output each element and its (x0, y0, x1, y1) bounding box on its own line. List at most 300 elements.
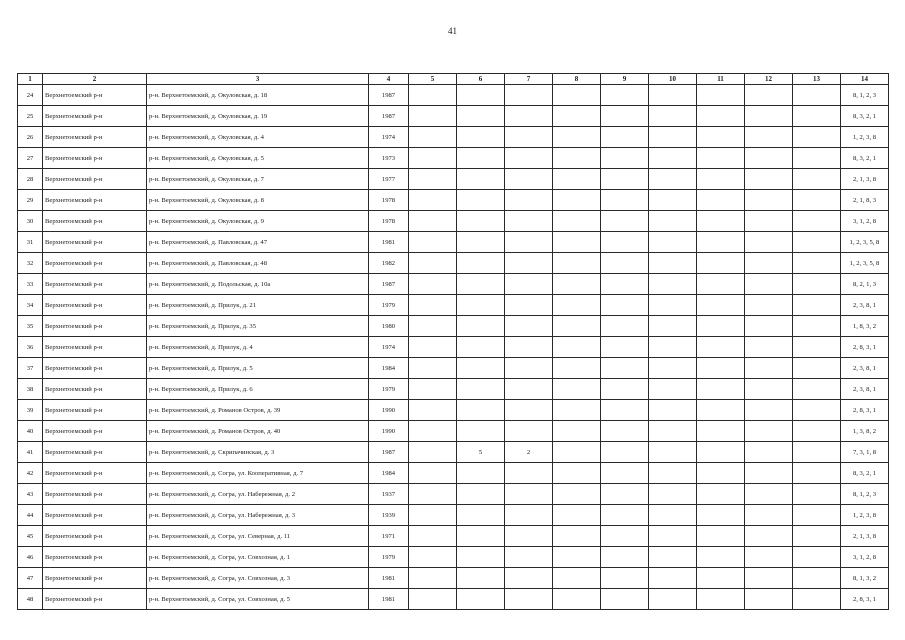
col-8-cell (553, 295, 601, 316)
col-13-cell (793, 295, 841, 316)
year-cell: 1979 (369, 295, 409, 316)
col-5-cell (409, 295, 457, 316)
col-9-cell (601, 274, 649, 295)
col-12-cell (745, 484, 793, 505)
col-12-cell (745, 274, 793, 295)
col-11-cell (697, 253, 745, 274)
col-10-cell (649, 211, 697, 232)
col-13-cell (793, 211, 841, 232)
col-11-cell (697, 295, 745, 316)
col-14-cell: 2, 8, 3, 1 (841, 400, 889, 421)
col-8-cell (553, 421, 601, 442)
table-row (18, 274, 889, 295)
col-8-cell (553, 358, 601, 379)
col-8-cell (553, 169, 601, 190)
col-5-cell (409, 379, 457, 400)
district-cell: Верхнетоемский р-н (43, 505, 147, 526)
address-cell: р-н. Верхнетоемский, д. Прилук, д. 5 (147, 358, 369, 379)
year-cell: 1974 (369, 337, 409, 358)
row-number-cell: 30 (18, 211, 43, 232)
row-number-cell: 29 (18, 190, 43, 211)
row-number-cell: 42 (18, 463, 43, 484)
col-5-cell (409, 211, 457, 232)
row-number-cell: 26 (18, 127, 43, 148)
table-row (18, 295, 889, 316)
table-row (18, 568, 889, 589)
col-14-cell: 2, 8, 3, 1 (841, 589, 889, 610)
year-cell: 1979 (369, 547, 409, 568)
col-13-cell (793, 400, 841, 421)
col-6-cell (457, 568, 505, 589)
district-cell: Верхнетоемский р-н (43, 106, 147, 127)
row-number-cell: 43 (18, 484, 43, 505)
address-cell: р-н. Верхнетоемский, д. Романов Остров, д. 39 (147, 400, 369, 421)
col-10-cell (649, 337, 697, 358)
column-header: 14 (841, 74, 889, 85)
col-13-cell (793, 190, 841, 211)
year-cell: 1978 (369, 190, 409, 211)
col-7-cell (505, 232, 553, 253)
col-9-cell (601, 358, 649, 379)
col-13-cell (793, 85, 841, 106)
col-13-cell (793, 148, 841, 169)
col-10-cell (649, 106, 697, 127)
col-9-cell (601, 106, 649, 127)
col-9-cell (601, 421, 649, 442)
col-5-cell (409, 85, 457, 106)
col-6-cell (457, 505, 505, 526)
col-8-cell (553, 127, 601, 148)
col-6-cell (457, 421, 505, 442)
col-9-cell (601, 337, 649, 358)
col-10-cell (649, 526, 697, 547)
district-cell: Верхнетоемский р-н (43, 379, 147, 400)
address-cell: р-н. Верхнетоемский, д. Прилук, д. 35 (147, 316, 369, 337)
col-6-cell (457, 547, 505, 568)
table-row (18, 547, 889, 568)
col-9-cell (601, 547, 649, 568)
col-5-cell (409, 106, 457, 127)
col-10-cell (649, 253, 697, 274)
table-row (18, 463, 889, 484)
year-cell: 1990 (369, 400, 409, 421)
district-cell: Верхнетоемский р-н (43, 232, 147, 253)
col-5-cell (409, 190, 457, 211)
district-cell: Верхнетоемский р-н (43, 190, 147, 211)
col-7-cell: 2 (505, 442, 553, 463)
col-5-cell (409, 253, 457, 274)
year-cell: 1984 (369, 358, 409, 379)
col-9-cell (601, 85, 649, 106)
col-8-cell (553, 589, 601, 610)
col-5-cell (409, 484, 457, 505)
col-11-cell (697, 211, 745, 232)
year-cell: 1981 (369, 589, 409, 610)
col-6-cell: 5 (457, 442, 505, 463)
table-row (18, 484, 889, 505)
col-10-cell (649, 169, 697, 190)
col-8-cell (553, 463, 601, 484)
col-13-cell (793, 442, 841, 463)
col-9-cell (601, 190, 649, 211)
address-cell: р-н. Верхнетоемский, д. Согра, ул. Кооперативная, д. 7 (147, 463, 369, 484)
page-number: 41 (448, 26, 457, 36)
col-6-cell (457, 232, 505, 253)
col-7-cell (505, 253, 553, 274)
col-14-cell: 8, 3, 2, 1 (841, 463, 889, 484)
col-12-cell (745, 316, 793, 337)
col-6-cell (457, 484, 505, 505)
district-cell: Верхнетоемский р-н (43, 316, 147, 337)
col-10-cell (649, 442, 697, 463)
table-row (18, 400, 889, 421)
col-9-cell (601, 505, 649, 526)
col-7-cell (505, 505, 553, 526)
year-cell: 1987 (369, 442, 409, 463)
col-11-cell (697, 274, 745, 295)
address-cell: р-н. Верхнетоемский, д. Окуловская, д. 8 (147, 190, 369, 211)
col-12-cell (745, 232, 793, 253)
col-8-cell (553, 547, 601, 568)
district-cell: Верхнетоемский р-н (43, 421, 147, 442)
table-row (18, 127, 889, 148)
col-5-cell (409, 358, 457, 379)
address-cell: р-н. Верхнетоемский, д. Романов Остров, д. 40 (147, 421, 369, 442)
district-cell: Верхнетоемский р-н (43, 169, 147, 190)
row-number-cell: 35 (18, 316, 43, 337)
col-6-cell (457, 127, 505, 148)
col-10-cell (649, 379, 697, 400)
col-12-cell (745, 211, 793, 232)
col-10-cell (649, 358, 697, 379)
col-8-cell (553, 505, 601, 526)
col-14-cell: 8, 3, 2, 1 (841, 148, 889, 169)
row-number-cell: 27 (18, 148, 43, 169)
row-number-cell: 34 (18, 295, 43, 316)
table-row (18, 232, 889, 253)
table-body (18, 85, 889, 610)
district-cell: Верхнетоемский р-н (43, 358, 147, 379)
col-7-cell (505, 127, 553, 148)
col-9-cell (601, 211, 649, 232)
col-7-cell (505, 316, 553, 337)
year-cell: 1979 (369, 379, 409, 400)
year-cell: 1990 (369, 421, 409, 442)
col-12-cell (745, 253, 793, 274)
table-row (18, 505, 889, 526)
col-6-cell (457, 190, 505, 211)
col-11-cell (697, 463, 745, 484)
row-number-cell: 24 (18, 85, 43, 106)
col-14-cell: 8, 3, 2, 1 (841, 106, 889, 127)
col-13-cell (793, 316, 841, 337)
col-11-cell (697, 589, 745, 610)
address-cell: р-н. Верхнетоемский, д. Окуловская, д. 19 (147, 106, 369, 127)
col-9-cell (601, 316, 649, 337)
col-9-cell (601, 295, 649, 316)
col-6-cell (457, 211, 505, 232)
col-14-cell: 8, 1, 2, 3 (841, 85, 889, 106)
col-13-cell (793, 232, 841, 253)
row-number-cell: 39 (18, 400, 43, 421)
table-row (18, 106, 889, 127)
year-cell: 1987 (369, 85, 409, 106)
col-5-cell (409, 148, 457, 169)
district-cell: Верхнетоемский р-н (43, 295, 147, 316)
address-cell: р-н. Верхнетоемский, д. Согра, ул. Северная, д. 11 (147, 526, 369, 547)
col-6-cell (457, 400, 505, 421)
col-10-cell (649, 232, 697, 253)
col-14-cell: 1, 2, 3, 8 (841, 505, 889, 526)
year-cell: 1973 (369, 148, 409, 169)
col-8-cell (553, 190, 601, 211)
column-header: 12 (745, 74, 793, 85)
col-8-cell (553, 316, 601, 337)
col-10-cell (649, 484, 697, 505)
table-row (18, 253, 889, 274)
col-6-cell (457, 295, 505, 316)
col-5-cell (409, 316, 457, 337)
col-14-cell: 3, 1, 2, 8 (841, 211, 889, 232)
col-11-cell (697, 547, 745, 568)
col-12-cell (745, 127, 793, 148)
col-5-cell (409, 400, 457, 421)
address-cell: р-н. Верхнетоемский, д. Согра, ул. Набережная, д. 2 (147, 484, 369, 505)
col-7-cell (505, 484, 553, 505)
col-10-cell (649, 127, 697, 148)
col-11-cell (697, 85, 745, 106)
col-12-cell (745, 379, 793, 400)
column-header: 13 (793, 74, 841, 85)
col-5-cell (409, 442, 457, 463)
col-11-cell (697, 526, 745, 547)
address-cell: р-н. Верхнетоемский, д. Окуловская, д. 4 (147, 127, 369, 148)
row-number-cell: 28 (18, 169, 43, 190)
col-13-cell (793, 253, 841, 274)
table-row (18, 337, 889, 358)
col-11-cell (697, 568, 745, 589)
year-cell: 1981 (369, 568, 409, 589)
col-11-cell (697, 505, 745, 526)
district-cell: Верхнетоемский р-н (43, 589, 147, 610)
column-header: 11 (697, 74, 745, 85)
col-9-cell (601, 568, 649, 589)
row-number-cell: 36 (18, 337, 43, 358)
row-number-cell: 45 (18, 526, 43, 547)
col-6-cell (457, 463, 505, 484)
district-cell: Верхнетоемский р-н (43, 547, 147, 568)
col-12-cell (745, 85, 793, 106)
column-header: 9 (601, 74, 649, 85)
col-13-cell (793, 526, 841, 547)
col-8-cell (553, 253, 601, 274)
year-cell: 1971 (369, 526, 409, 547)
col-14-cell: 1, 2, 3, 5, 8 (841, 253, 889, 274)
col-5-cell (409, 337, 457, 358)
col-13-cell (793, 358, 841, 379)
col-11-cell (697, 316, 745, 337)
district-cell: Верхнетоемский р-н (43, 400, 147, 421)
district-cell: Верхнетоемский р-н (43, 442, 147, 463)
col-9-cell (601, 442, 649, 463)
row-number-cell: 47 (18, 568, 43, 589)
address-cell: р-н. Верхнетоемский, д. Окуловская, д. 9 (147, 211, 369, 232)
col-14-cell: 2, 1, 3, 8 (841, 169, 889, 190)
col-9-cell (601, 169, 649, 190)
column-header: 3 (147, 74, 369, 85)
col-8-cell (553, 337, 601, 358)
col-5-cell (409, 232, 457, 253)
district-cell: Верхнетоемский р-н (43, 253, 147, 274)
col-12-cell (745, 169, 793, 190)
col-9-cell (601, 127, 649, 148)
col-11-cell (697, 358, 745, 379)
column-number-header-row (18, 74, 889, 85)
table-row (18, 358, 889, 379)
col-6-cell (457, 106, 505, 127)
col-6-cell (457, 337, 505, 358)
col-13-cell (793, 337, 841, 358)
table-row (18, 211, 889, 232)
col-12-cell (745, 148, 793, 169)
address-cell: р-н. Верхнетоемский, д. Прилук, д. 21 (147, 295, 369, 316)
col-5-cell (409, 169, 457, 190)
col-14-cell: 2, 3, 8, 1 (841, 295, 889, 316)
address-cell: р-н. Верхнетоемский, д. Окуловская, д. 7 (147, 169, 369, 190)
col-10-cell (649, 274, 697, 295)
address-cell: р-н. Верхнетоемский, д. Павловская, д. 48 (147, 253, 369, 274)
district-cell: Верхнетоемский р-н (43, 85, 147, 106)
district-cell: Верхнетоемский р-н (43, 211, 147, 232)
col-9-cell (601, 253, 649, 274)
row-number-cell: 46 (18, 547, 43, 568)
col-7-cell (505, 547, 553, 568)
column-header: 10 (649, 74, 697, 85)
col-5-cell (409, 526, 457, 547)
col-7-cell (505, 400, 553, 421)
address-cell: р-н. Верхнетоемский, д. Окуловская, д. 18 (147, 85, 369, 106)
col-13-cell (793, 484, 841, 505)
col-5-cell (409, 421, 457, 442)
col-13-cell (793, 127, 841, 148)
table-row (18, 169, 889, 190)
col-7-cell (505, 148, 553, 169)
year-cell: 1939 (369, 505, 409, 526)
district-cell: Верхнетоемский р-н (43, 127, 147, 148)
col-13-cell (793, 547, 841, 568)
district-cell: Верхнетоемский р-н (43, 337, 147, 358)
col-11-cell (697, 190, 745, 211)
col-14-cell: 8, 1, 2, 3 (841, 484, 889, 505)
col-12-cell (745, 295, 793, 316)
year-cell: 1937 (369, 484, 409, 505)
col-7-cell (505, 295, 553, 316)
table-row (18, 421, 889, 442)
col-10-cell (649, 190, 697, 211)
row-number-cell: 32 (18, 253, 43, 274)
table-row (18, 526, 889, 547)
col-9-cell (601, 400, 649, 421)
col-12-cell (745, 589, 793, 610)
column-header: 6 (457, 74, 505, 85)
col-11-cell (697, 484, 745, 505)
col-12-cell (745, 421, 793, 442)
col-5-cell (409, 463, 457, 484)
col-8-cell (553, 379, 601, 400)
address-cell: р-н. Верхнетоемский, д. Согра, ул. Совхозная, д. 1 (147, 547, 369, 568)
table-row (18, 190, 889, 211)
year-cell: 1987 (369, 274, 409, 295)
col-14-cell: 7, 3, 1, 8 (841, 442, 889, 463)
district-cell: Верхнетоемский р-н (43, 484, 147, 505)
col-12-cell (745, 568, 793, 589)
col-10-cell (649, 505, 697, 526)
col-6-cell (457, 85, 505, 106)
col-11-cell (697, 232, 745, 253)
district-cell: Верхнетоемский р-н (43, 568, 147, 589)
col-13-cell (793, 463, 841, 484)
col-13-cell (793, 106, 841, 127)
row-number-cell: 41 (18, 442, 43, 463)
col-13-cell (793, 589, 841, 610)
district-cell: Верхнетоемский р-н (43, 274, 147, 295)
col-8-cell (553, 442, 601, 463)
col-6-cell (457, 274, 505, 295)
col-8-cell (553, 85, 601, 106)
col-14-cell: 8, 1, 3, 2 (841, 568, 889, 589)
col-6-cell (457, 526, 505, 547)
row-number-cell: 48 (18, 589, 43, 610)
col-7-cell (505, 358, 553, 379)
col-10-cell (649, 589, 697, 610)
col-7-cell (505, 568, 553, 589)
col-12-cell (745, 463, 793, 484)
col-14-cell: 2, 3, 8, 1 (841, 379, 889, 400)
col-8-cell (553, 106, 601, 127)
col-5-cell (409, 568, 457, 589)
column-header: 7 (505, 74, 553, 85)
col-10-cell (649, 547, 697, 568)
col-14-cell: 1, 8, 3, 2 (841, 316, 889, 337)
col-11-cell (697, 379, 745, 400)
col-11-cell (697, 400, 745, 421)
col-14-cell: 8, 2, 1, 3 (841, 274, 889, 295)
table-row (18, 148, 889, 169)
col-9-cell (601, 463, 649, 484)
col-13-cell (793, 505, 841, 526)
col-14-cell: 1, 2, 3, 5, 8 (841, 232, 889, 253)
year-cell: 1978 (369, 211, 409, 232)
col-10-cell (649, 568, 697, 589)
col-14-cell: 3, 1, 2, 8 (841, 547, 889, 568)
col-14-cell: 1, 3, 8, 2 (841, 421, 889, 442)
col-12-cell (745, 442, 793, 463)
district-cell: Верхнетоемский р-н (43, 148, 147, 169)
col-5-cell (409, 505, 457, 526)
col-11-cell (697, 421, 745, 442)
col-7-cell (505, 421, 553, 442)
col-12-cell (745, 106, 793, 127)
col-7-cell (505, 190, 553, 211)
row-number-cell: 31 (18, 232, 43, 253)
col-11-cell (697, 148, 745, 169)
year-cell: 1974 (369, 127, 409, 148)
address-cell: р-н. Верхнетоемский, д. Окуловская, д. 5 (147, 148, 369, 169)
col-7-cell (505, 274, 553, 295)
col-14-cell: 2, 8, 3, 1 (841, 337, 889, 358)
column-header: 2 (43, 74, 147, 85)
row-number-cell: 40 (18, 421, 43, 442)
